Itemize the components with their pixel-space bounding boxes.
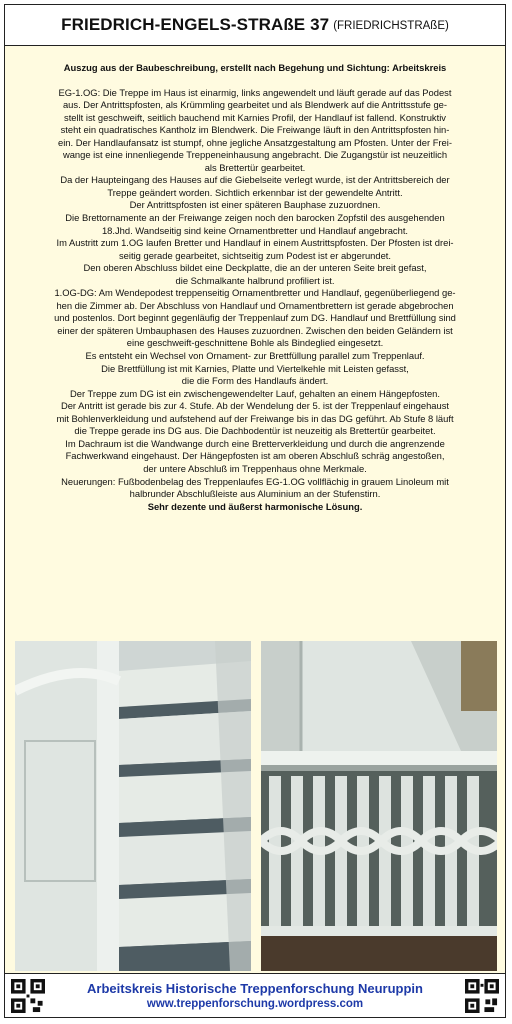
poster-panel — [4, 4, 506, 1018]
text-line: halbrunder Abschlußleiste aus Aluminium an der Stufenstirn. — [129, 488, 381, 500]
text-line: aus. Der Antrittspfosten, als Krümmling gearbeitet und als Blendwerk auf die Antrittsstufe ge- — [62, 99, 448, 111]
website-link[interactable]: www.treppenforschung.wordpress.com — [146, 997, 364, 1010]
text-line: stellt ist geschweift, seitlich bauchend mit Karnies Profil, der Handlauf ist fallend. Konstruktiv — [64, 111, 446, 123]
footer-credits — [87, 981, 423, 1011]
text-line: mit Bohlenverkleidung und aufstehend auf der Freiwange bis in das DG geführt. Ab Stufe 8 läuft — [56, 412, 454, 424]
page-header — [5, 5, 505, 46]
text-line: Der Antritt ist gerade bis zur 4. Stufe. Ab der Wendelung der 5. ist der Treppenlauf eingehaust — [60, 400, 450, 412]
conclusion-line: Sehr dezente und äußerst harmonische Lösung. — [147, 500, 363, 512]
text-line: Der Treppe zum DG ist ein zwischengewendelter Lauf, gehalten an einem Hängepfosten. — [69, 387, 440, 399]
text-line: Fachwerkwand eingehaust. Der Hängepfosten ist am oberen Abschluß schräg angestoßen, — [65, 450, 445, 462]
text-line: Im Dachraum ist die Wandwange durch eine Bretterverkleidung und durch die angrenzende — [65, 437, 445, 449]
staircase-steps-photo — [15, 641, 251, 971]
text-line: Treppe geändert worden. Sichtlich erkennbar ist der gewendelte Antritt. — [107, 186, 403, 198]
photo-row — [15, 641, 497, 971]
text-line: eine geschweift-geschnittene Bohle als Bindeglied eingesetzt. — [126, 337, 384, 349]
text-line: die die Form des Handlaufs ändert. — [181, 375, 329, 387]
text-line: Neuerungen: Fußbodenbelag des Treppenlaufes EG-1.OG vollflächig in grauem Linoleum mit — [61, 475, 449, 487]
text-line: ein. Der Handlaufansatz ist stumpf, ohne jegliche Ansatzgestaltung am Pfosten. Unter der Frei- — [58, 136, 452, 148]
text-line: die Schmalkante halbrund profiliert ist. — [175, 274, 335, 286]
description-text — [5, 46, 505, 513]
page-title: FRIEDRICH-ENGELS-STRAßE 37 — [61, 15, 330, 34]
text-line: Es entsteht ein Wechsel von Ornament- zur Brettfüllung parallel zum Treppenlauf. — [85, 350, 425, 362]
text-line: einer der späteren Umbauphasen des Hauses zuzuordnen. Zwischen den beiden Geländern ist — [57, 324, 453, 336]
text-line: Im Austritt zum 1.OG laufen Bretter und Handlauf in einem Austrittspfosten. Der Pfosten ist drei- — [56, 237, 454, 249]
text-line: wange ist eine innenliegende Treppeneinhausung angebracht. Die Zugangstür ist neuzeitlich — [62, 149, 448, 161]
text-line: Die Brettfüllung ist mit Karnies, Platte und Viertelkehle mit Leisten gefasst, — [101, 362, 409, 374]
intro-line: Auszug aus der Baubeschreibung, erstellt nach Begehung und Sichtung: Arbeitskreis — [63, 62, 447, 73]
text-line: als Brettertür gearbeitet. — [204, 161, 306, 173]
page-footer — [5, 973, 505, 1017]
text-line: steht ein quadratisches Kantholz im Blendwerk. Die Freiwange läuft in den Antrittspfosten hin- — [60, 124, 450, 136]
qr-code-icon — [465, 979, 499, 1013]
text-line: 1.OG-DG: Am Wendepodest treppenseitig Ornamentbretter und Handlauf, gegenüberliegend ge- — [54, 287, 456, 299]
text-line: Die Brettornamente an der Freiwange zeigen noch den barocken Zopfstil des ausgehenden — [65, 212, 445, 224]
text-line: Da der Haupteingang des Hauses auf die Giebelseite verlegt wurde, ist der Antrittsbereich der — [60, 174, 450, 186]
organization-name: Arbeitskreis Historische Treppenforschung Neuruppin — [87, 980, 423, 996]
text-line: und postenlos. Dort beginnt gegenläufig der Treppenlauf zum DG. Handlauf und Brettfüllung sind — [54, 312, 456, 324]
railing-ornament-photo — [261, 641, 497, 971]
text-line: seitig gerade gearbeitet, sichtseitig zum Podest ist er abgerundet. — [118, 249, 392, 261]
text-line: die Treppe gerade ins DG aus. Die Dachbodentür ist neuzeitig als Brettertür gearbeitet. — [74, 425, 436, 437]
qr-code-icon — [11, 979, 45, 1013]
text-line: Den oberen Abschluss bildet eine Deckplatte, die an der unteren Seite breit gefast, — [83, 262, 427, 274]
text-line: hen die Zimmer ab. Der Abschluss von Handlauf und Ornamentbrettern ist gerade abgebrochen — [56, 299, 454, 311]
text-line: 18.Jhd. Wandseitig sind keine Ornamentbretter und Handlauf angebracht. — [101, 224, 409, 236]
text-line: Der Antrittspfosten ist einer späteren Bauphase zuzuordnen. — [129, 199, 381, 211]
text-line: EG-1.OG: Die Treppe im Haus ist einarmig, links angewendelt und läuft gerade auf das Podest — [58, 86, 452, 98]
page-subtitle: (FRIEDRICHSTRAßE) — [333, 20, 449, 32]
text-line: der untere Abschluß im Treppenhaus ohne Merkmale. — [143, 462, 367, 474]
